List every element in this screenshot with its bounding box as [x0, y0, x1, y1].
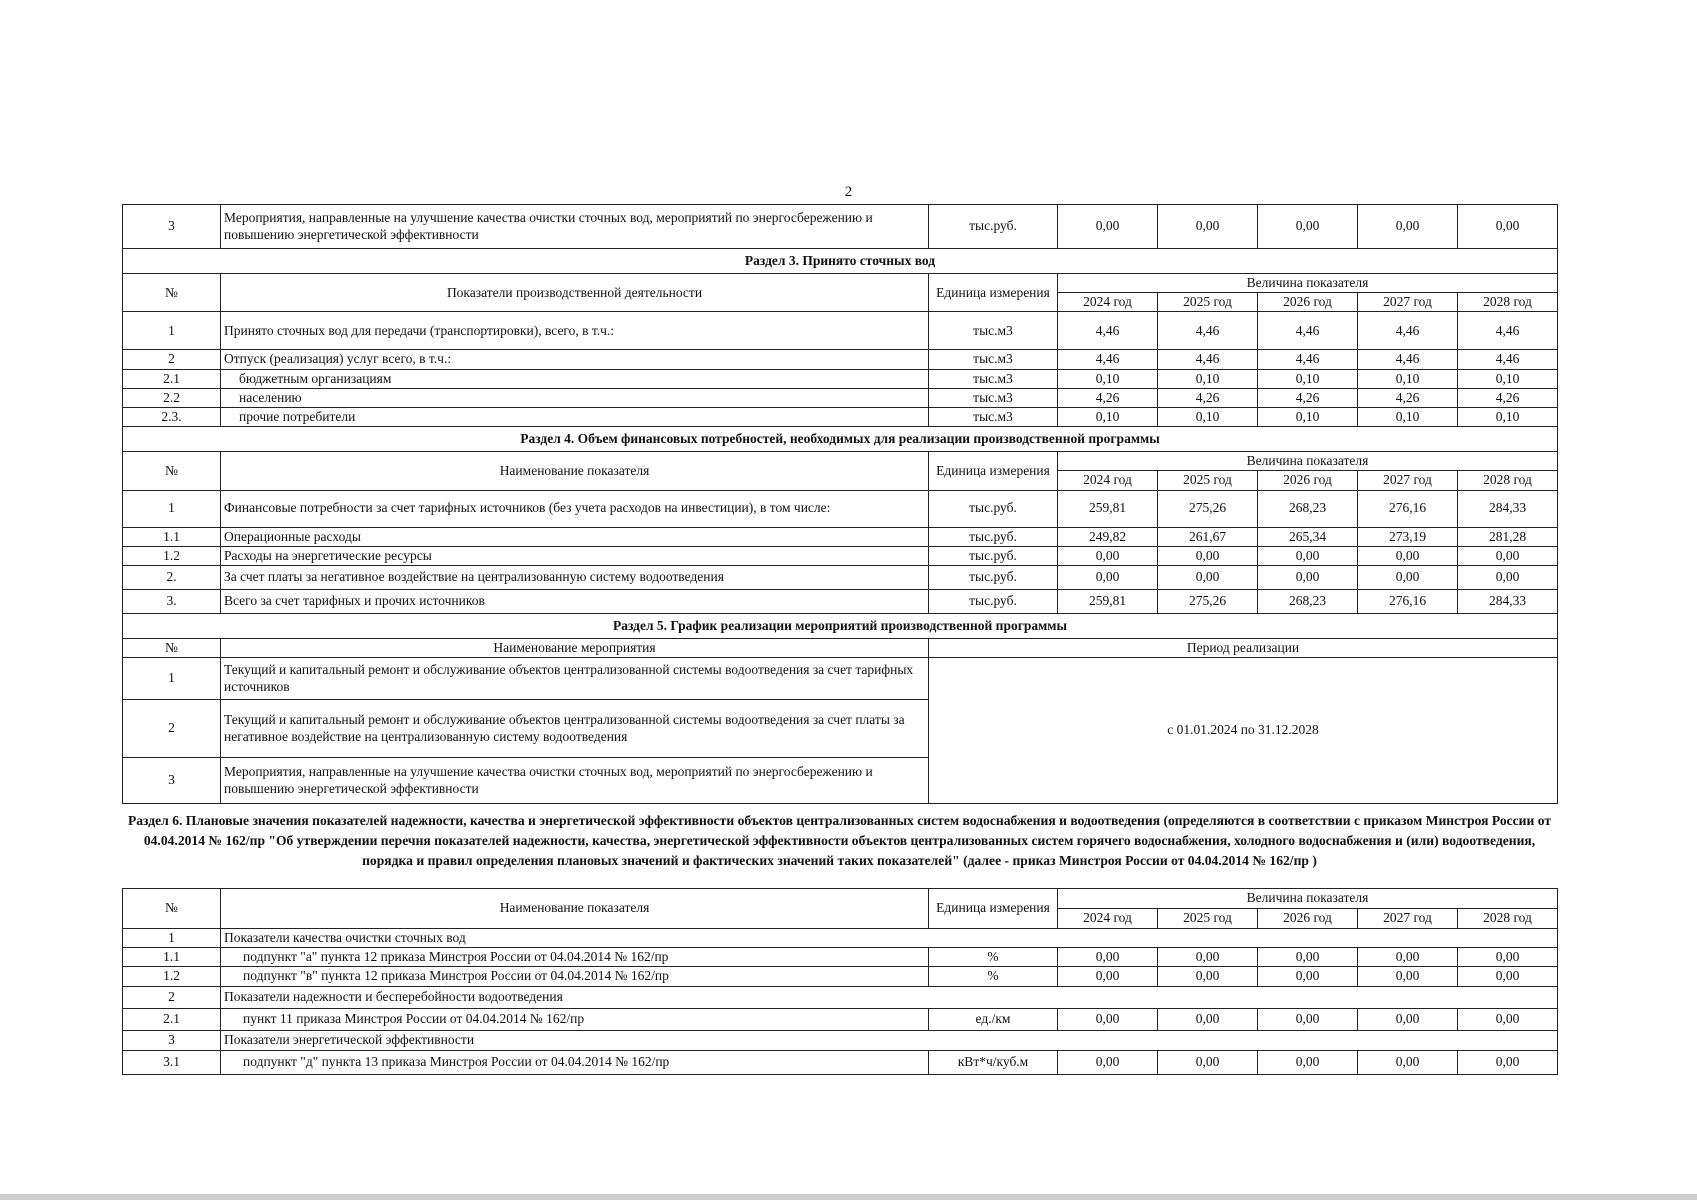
row-number: 3.1 — [123, 1050, 221, 1074]
header-year: 2027 год — [1358, 293, 1458, 312]
row-unit: тыс.м3 — [929, 350, 1058, 369]
period-value: с 01.01.2024 по 31.12.2028 — [929, 658, 1558, 804]
row-value: 0,10 — [1158, 369, 1258, 388]
row-value: 273,19 — [1358, 527, 1458, 546]
row-value: 0,00 — [1158, 1050, 1258, 1074]
row-value: 275,26 — [1158, 589, 1258, 613]
row-number: 2.1 — [123, 369, 221, 388]
row-number: 1 — [123, 658, 221, 700]
row-unit: тыс.м3 — [929, 369, 1058, 388]
row-value: 4,46 — [1058, 312, 1158, 350]
row-value: 4,26 — [1158, 388, 1258, 407]
row-number: 1.1 — [123, 948, 221, 967]
row-name: прочие потребители — [221, 407, 929, 426]
row-value: 0,10 — [1158, 407, 1258, 426]
header-name: Наименование мероприятия — [221, 638, 929, 657]
table-row — [123, 546, 1558, 565]
scan-edge — [0, 1194, 1697, 1200]
table-row — [123, 205, 1558, 249]
group-row — [123, 929, 1558, 948]
row-value: 276,16 — [1358, 490, 1458, 527]
row-value: 276,16 — [1358, 589, 1458, 613]
header-period: Период реализации — [929, 638, 1558, 657]
header-group: Величина показателя — [1058, 889, 1558, 909]
header-name: Наименование показателя — [221, 452, 929, 490]
section-title-row — [123, 249, 1558, 274]
row-name: подпункт "а" пункта 12 приказа Минстроя России от 04.04.2014 № 162/пр — [221, 948, 929, 967]
table-row — [123, 658, 1558, 700]
table-row — [123, 490, 1558, 527]
row-value: 0,00 — [1358, 1050, 1458, 1074]
row-value: 0,00 — [1458, 546, 1558, 565]
section3-title: Раздел 3. Принято сточных вод — [123, 249, 1558, 274]
row-value: 0,00 — [1158, 948, 1258, 967]
row-number: 2. — [123, 565, 221, 589]
table-row — [123, 527, 1558, 546]
header-year: 2024 год — [1058, 471, 1158, 490]
row-value: 259,81 — [1058, 490, 1158, 527]
row-name: Операционные расходы — [221, 527, 929, 546]
row-unit: тыс.м3 — [929, 388, 1058, 407]
row-value: 4,46 — [1058, 350, 1158, 369]
row-unit: тыс.руб. — [929, 546, 1058, 565]
row-unit: тыс.руб. — [929, 490, 1058, 527]
row-value: 0,00 — [1158, 546, 1258, 565]
header-year: 2025 год — [1158, 471, 1258, 490]
table-row — [123, 350, 1558, 369]
table-row — [123, 312, 1558, 350]
row-value: 0,00 — [1058, 1008, 1158, 1030]
row-unit: тыс.руб. — [929, 527, 1058, 546]
row-value: 0,00 — [1258, 1050, 1358, 1074]
header-group: Величина показателя — [1058, 452, 1558, 471]
main-table — [122, 204, 1558, 804]
row-value: 0,00 — [1358, 546, 1458, 565]
row-value: 0,00 — [1258, 948, 1358, 967]
header-num: № — [123, 452, 221, 490]
header-row — [123, 452, 1558, 471]
row-value: 0,00 — [1158, 1008, 1258, 1030]
row-value: 0,00 — [1258, 967, 1358, 986]
row-value: 261,67 — [1158, 527, 1258, 546]
row-number: 2 — [123, 986, 221, 1008]
row-value: 4,46 — [1458, 350, 1558, 369]
row-value: 265,34 — [1258, 527, 1358, 546]
row-number: 1.2 — [123, 546, 221, 565]
row-value: 4,26 — [1458, 388, 1558, 407]
row-name: За счет платы за негативное воздействие на централизованную систему водоотведения — [221, 565, 929, 589]
section-title-row — [123, 613, 1558, 638]
header-num: № — [123, 274, 221, 312]
row-name: Финансовые потребности за счет тарифных источников (без учета расходов на инвестиции), в том числе: — [221, 490, 929, 527]
row-name: населению — [221, 388, 929, 407]
row-value: 0,00 — [1458, 565, 1558, 589]
row-name: бюджетным организациям — [221, 369, 929, 388]
header-unit: Единица измерения — [929, 889, 1058, 929]
row-value: 0,10 — [1258, 407, 1358, 426]
row-value: 0,10 — [1458, 369, 1558, 388]
row-number: 2.3. — [123, 407, 221, 426]
header-year: 2025 год — [1158, 909, 1258, 929]
row-number: 2.1 — [123, 1008, 221, 1030]
row-value: 0,00 — [1058, 948, 1158, 967]
section6-title: Раздел 6. Плановые значения показателей надежности, качества и энергетической эффективности объектов централизованных систем водоснабжения и водоотведения (определяются в соответствии с приказом Минстроя России от 04.04.2014 № 162/пр "Об утверждении перечня показателей надежности, качества, энергетической эффективности объектов централизованных систем горячего водоснабжения, холодного водоснабжения и (или) водоотведения, порядка и правил определения плановых значений и фактических значений таких показателей" (далее - приказ Минстроя России от 04.04.2014 № 162/пр ) — [127, 813, 1552, 868]
table-row — [123, 589, 1558, 613]
header-year: 2024 год — [1058, 909, 1158, 929]
row-number: 1 — [123, 312, 221, 350]
row-value: 0,00 — [1358, 967, 1458, 986]
row-value: 0,00 — [1458, 205, 1558, 249]
group-row — [123, 986, 1558, 1008]
header-unit: Единица измерения — [929, 274, 1058, 312]
row-value: 0,10 — [1258, 369, 1358, 388]
header-year: 2028 год — [1458, 471, 1558, 490]
header-name: Показатели производственной деятельности — [221, 274, 929, 312]
table-row — [123, 1050, 1558, 1074]
row-number: 1 — [123, 490, 221, 527]
table-row — [123, 967, 1558, 986]
row-value: 4,26 — [1258, 388, 1358, 407]
page-number: 2 — [844, 184, 853, 200]
header-name: Наименование показателя — [221, 889, 929, 929]
row-value: 0,00 — [1058, 546, 1158, 565]
table-row — [123, 369, 1558, 388]
row-value: 0,00 — [1058, 1050, 1158, 1074]
header-year: 2024 год — [1058, 293, 1158, 312]
row-number: 3. — [123, 589, 221, 613]
row-value: 0,00 — [1358, 205, 1458, 249]
row-value: 0,10 — [1358, 407, 1458, 426]
header-year: 2026 год — [1258, 471, 1358, 490]
row-name: Текущий и капитальный ремонт и обслуживание объектов централизованной системы водоотведения за счет платы за негативное воздействие на централизованную систему водоотведения — [221, 700, 929, 758]
header-row — [123, 638, 1558, 657]
row-value: 0,00 — [1458, 1008, 1558, 1030]
row-value: 284,33 — [1458, 589, 1558, 613]
row-name: Всего за счет тарифных и прочих источников — [221, 589, 929, 613]
header-year: 2028 год — [1458, 909, 1558, 929]
table-row — [123, 388, 1558, 407]
row-value: 275,26 — [1158, 490, 1258, 527]
row-value: 0,00 — [1058, 967, 1158, 986]
row-name: Мероприятия, направленные на улучшение качества очистки сточных вод, мероприятий по энергосбережению и повышению энергетической эффективности — [221, 205, 929, 249]
row-value: 0,00 — [1358, 1008, 1458, 1030]
row-name: подпункт "д" пункта 13 приказа Минстроя России от 04.04.2014 № 162/пр — [221, 1050, 929, 1074]
row-unit: % — [929, 948, 1058, 967]
row-value: 0,00 — [1058, 205, 1158, 249]
row-value: 249,82 — [1058, 527, 1158, 546]
row-unit: тыс.руб. — [929, 589, 1058, 613]
row-value: 0,00 — [1458, 1050, 1558, 1074]
header-year: 2026 год — [1258, 293, 1358, 312]
row-value: 0,00 — [1358, 948, 1458, 967]
header-year: 2026 год — [1258, 909, 1358, 929]
table-row — [123, 407, 1558, 426]
row-unit: тыс.руб. — [929, 205, 1058, 249]
table-row — [123, 1008, 1558, 1030]
row-unit: кВт*ч/куб.м — [929, 1050, 1058, 1074]
header-num: № — [123, 638, 221, 657]
row-number: 1.1 — [123, 527, 221, 546]
row-unit: ед./км — [929, 1008, 1058, 1030]
row-value: 0,00 — [1458, 948, 1558, 967]
row-name: Отпуск (реализация) услуг всего, в т.ч.: — [221, 350, 929, 369]
table-row — [123, 948, 1558, 967]
row-value: 0,10 — [1058, 407, 1158, 426]
row-value: 0,00 — [1258, 546, 1358, 565]
row-value: 4,46 — [1258, 312, 1358, 350]
group-name: Показатели качества очистки сточных вод — [221, 929, 1558, 948]
row-value: 268,23 — [1258, 490, 1358, 527]
section4-title: Раздел 4. Объем финансовых потребностей, необходимых для реализации производственной программы — [123, 427, 1558, 452]
row-value: 0,00 — [1358, 565, 1458, 589]
row-name: подпункт "в" пункта 12 приказа Минстроя России от 04.04.2014 № 162/пр — [221, 967, 929, 986]
row-value: 4,26 — [1358, 388, 1458, 407]
row-unit: % — [929, 967, 1058, 986]
row-value: 0,00 — [1158, 565, 1258, 589]
row-value: 0,00 — [1258, 205, 1358, 249]
header-row — [123, 274, 1558, 293]
row-name: Текущий и капитальный ремонт и обслуживание объектов централизованной системы водоотведения за счет тарифных источников — [221, 658, 929, 700]
row-number: 1 — [123, 929, 221, 948]
section5-title: Раздел 5. График реализации мероприятий производственной программы — [123, 613, 1558, 638]
row-number: 3 — [123, 205, 221, 249]
row-value: 281,28 — [1458, 527, 1558, 546]
section-title-row — [123, 427, 1558, 452]
header-year: 2027 год — [1358, 471, 1458, 490]
row-value: 4,46 — [1158, 312, 1258, 350]
row-number: 1.2 — [123, 967, 221, 986]
row-value: 0,10 — [1358, 369, 1458, 388]
row-value: 0,00 — [1058, 565, 1158, 589]
row-number: 2 — [123, 700, 221, 758]
header-year: 2027 год — [1358, 909, 1458, 929]
header-group: Величина показателя — [1058, 274, 1558, 293]
row-name: Мероприятия, направленные на улучшение качества очистки сточных вод, мероприятий по энергосбережению и повышению энергетической эффективности — [221, 758, 929, 804]
row-value: 4,26 — [1058, 388, 1158, 407]
group-row — [123, 1030, 1558, 1050]
row-value: 259,81 — [1058, 589, 1158, 613]
table-row — [123, 565, 1558, 589]
group-name: Показатели надежности и бесперебойности водоотведения — [221, 986, 1558, 1008]
row-number: 2.2 — [123, 388, 221, 407]
row-name: Принято сточных вод для передачи (транспортировки), всего, в т.ч.: — [221, 312, 929, 350]
header-year: 2028 год — [1458, 293, 1558, 312]
row-unit: тыс.м3 — [929, 407, 1058, 426]
row-value: 0,00 — [1158, 967, 1258, 986]
row-value: 0,10 — [1058, 369, 1158, 388]
group-name: Показатели энергетической эффективности — [221, 1030, 1558, 1050]
row-value: 284,33 — [1458, 490, 1558, 527]
row-value: 4,46 — [1358, 350, 1458, 369]
header-row — [123, 889, 1558, 909]
row-value: 0,00 — [1258, 565, 1358, 589]
header-year: 2025 год — [1158, 293, 1258, 312]
row-value: 268,23 — [1258, 589, 1358, 613]
header-unit: Единица измерения — [929, 452, 1058, 490]
row-unit: тыс.руб. — [929, 565, 1058, 589]
row-value: 4,46 — [1258, 350, 1358, 369]
row-value: 0,00 — [1158, 205, 1258, 249]
row-value: 4,46 — [1458, 312, 1558, 350]
row-value: 4,46 — [1358, 312, 1458, 350]
row-number: 2 — [123, 350, 221, 369]
header-num: № — [123, 889, 221, 929]
section6-table — [122, 888, 1558, 1075]
row-value: 4,46 — [1158, 350, 1258, 369]
row-number: 3 — [123, 1030, 221, 1050]
row-name: пункт 11 приказа Минстроя России от 04.04.2014 № 162/пр — [221, 1008, 929, 1030]
row-value: 0,00 — [1458, 967, 1558, 986]
row-value: 0,10 — [1458, 407, 1558, 426]
row-number: 3 — [123, 758, 221, 804]
row-value: 0,00 — [1258, 1008, 1358, 1030]
row-unit: тыс.м3 — [929, 312, 1058, 350]
row-name: Расходы на энергетические ресурсы — [221, 546, 929, 565]
